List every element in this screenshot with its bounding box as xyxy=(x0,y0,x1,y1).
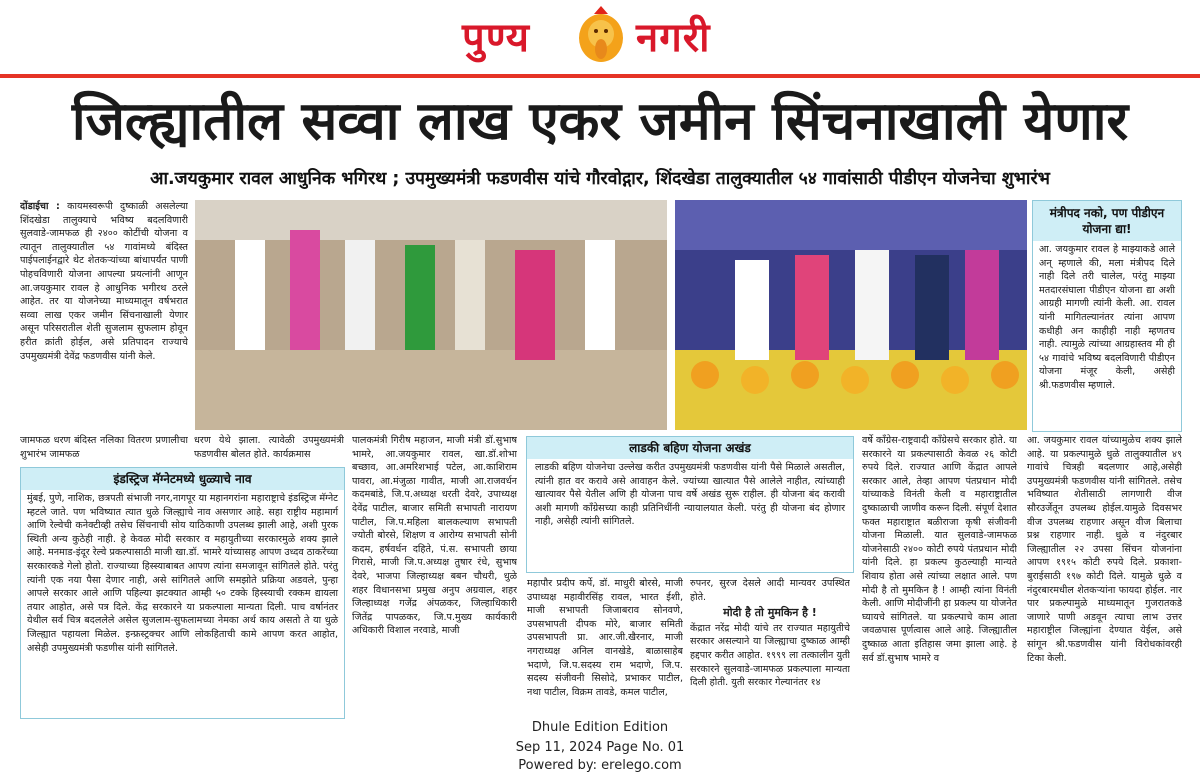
sidebar-box xyxy=(1032,200,1182,432)
ganesha-logo-icon xyxy=(570,4,632,66)
subheadline: आ.जयकुमार रावल आधुनिक भगिरथ ; उपमुख्यमंत्री फडणवीस यांचे गौरवोद्गार, शिंदखेडा तालुक्यातील ५४ गावांसाठी पीडीएन योजनेचा शुभारंभ xyxy=(150,169,1050,189)
dateline: दोंडाईचा : xyxy=(20,201,60,212)
masthead-title-right: नगरी xyxy=(636,15,711,61)
ladki-box-text: लाडकी बहिण योजनेचा उल्लेख करीत उपमुख्यमंत्री फडणवीस यांनी पैसे मिळाले असतील, त्यांनी हात वर करावे असे आवाहन केले. ज्यांच्या खात्यात पैसे आलेले नाहीत, त्यांच्याही खात्यावर पैसे येतील अणि ही योजना पाच वर्षे अखंड सुरू राहील. ही योजना बंद करावी अशी मागणी काँग्रेसच्या काही प्रतिनिधींनी न्यायालयात केली. परंतु ही योजना बंद होणार नाही, असेही त्यांनी सांगितले. xyxy=(535,462,845,528)
modi-story-text: केंद्रात नरेंद्र मोदी यांचे तर राज्यात महायुतीचे सरकार असल्याने या जिल्ह्याचा दुष्काळ आम्ही हद्दपार करीत आहोत. १९९९ ला तत्कालीन युती सरकारने सुलवाडे-जामफळ प्रकल्पाला मान्यता दिली होती. युती सरकार गेल्यानंतर १४ xyxy=(690,622,850,689)
sidebar-box-title: मंत्रीपद नको, पण पीडीएन योजना द्या! xyxy=(1033,201,1181,241)
footer-date-page: Sep 11, 2024 Page No. 01 xyxy=(515,740,685,755)
sidebar-box-text: आ. जयकुमार रावल हे माझ्याकडे आले अन् म्हणाले की, मला मंत्रीपद दिले नाही दिले तरी चालेल, परंतु माझ्या मतदारसंघाला पीडीएन योजना द्या अशी आग्रही मागणी त्यांनी केली. आ. रावल यांनी मागितल्यानंतर त्यांना आपण कधीही अन काहीही नाही म्हणतच नाही. त्यामुळे त्यांच्या आग्रहास्तव मी ही ५४ गावांचे भविष्य बदलविणारी पीडीएन योजना मंजूर केली, असेही श्री.फडणवीस म्हणाले. xyxy=(1039,244,1175,391)
col3-text: पालकमंत्री गिरीष महाजन, माजी मंत्री डॉ.सुभाष भामरे, आ.जयकुमार रावल, खा.डॉ.शोभा बच्छाव, आ.अमरिशभाई पटेल, आ.काशिराम पावरा, आ.मंजुळा गावीत, माजी आ.राजवर्धन कदमबांडे, जि.प.अध्यक्ष धरती देवरे, उपाध्यक्ष देवेंद्र पाटील, बाजार समिती सभापती नारायण पाटील, जि.प.महिला बालकल्याण सभापती ज्योती बोरसे, शिक्षण व आरोग्य सभापती सोनी कदम, हर्षवर्धन दहिते, पं.स. सभापती छाया गिरासे, माजी जि.प.अध्यक्ष तुषार रंधे, सुभाष देवरे, भाजपा जिल्हाध्यक्ष बबन चौधरी, धुळे शहर विधानसभा प्रमुख अनुप अग्रवाल, शहर जिल्हाध्यक्ष गजेंद्र अंपळकर, जिल्हाधिकारी जितेंद्र पापळकर, जि.प.मुख्य कार्यकारी अधिकारी विशाल नरवाडे, माजी xyxy=(352,435,517,637)
industries-box-title: इंडस्ट्रिज मॅग्नेटमध्ये धुळ्याचे नाव xyxy=(21,468,344,490)
headline: जिल्ह्यातील सव्वा लाख एकर जमीन सिंचनाखाली येणार xyxy=(71,91,1129,152)
modi-story-title: मोदी है तो मुमकिन है ! xyxy=(723,606,817,620)
lead-story-continuation: जामफळ धरण बंदिस्त नलिका वितरण प्रणालीचा शुभारंभ जामफळ xyxy=(20,435,188,460)
lead-story-continuation-right: धरण येथे झाला. त्यावेळी उपमुख्यमंत्री फडणवीस बोलत होते. कार्यक्रमास xyxy=(194,435,344,460)
lead-story xyxy=(20,200,188,430)
ladki-box xyxy=(526,436,854,573)
masthead-rule xyxy=(0,74,1200,78)
event-photo xyxy=(195,200,1027,430)
modi-story xyxy=(690,577,850,717)
masthead-title-left: पुण्य xyxy=(462,15,530,61)
col7-text: आ. जयकुमार रावल यांच्यामुळेच शक्य झाले आहे. या प्रकल्पामुळे धुळे तालुक्यातील ४९ गावांचे चित्रही बदलणार आहे,असेही उपमुख्यमंत्री फडणवीस यांनी सांगितले. तसेच भविष्यात शेतीसाठी लागणारी वीज सौरउर्जेतून उपलब्ध होईल.यामुळे दिवसभर वीज उपलब्ध राहणार असून वीज बिलाचा प्रश्न राहणार नाही. धुळे व नंदुरबार जिल्ह्यातील २२ उपसा सिंचन योजनांना आपण १९१५ कोटी रुपये दिले. प्रकाशा-बुराईसाठी १९७ कोटी दिले. यामुळे धुळे व नंदुरबारमधील शेतकऱ्यांना फायदा होईल. नार पार प्रकल्पामुळे माध्यमातून गुजरातकडे जाणारे पाणी अडवून त्याचा लाभ उत्तर महाराष्ट्रील जिल्ह्यांना देण्यात येईल, असे सांगून श्री.फडणवीस यांनी विरोधकांवरही टिका केली. xyxy=(1027,435,1182,664)
col4-text: महापौर प्रदीप कर्पे, डॉ. माधुरी बोरसे, माजी उपाध्यक्ष महावीरसिंह रावल, भारत ईशी, माजी सभापती जिजाबराव सोनवणे, उपसभापती दीपक मोरे, बाजार समिती उपसभापती प्रा. आर.जी.खैरनार, माजी नगराध्यक्ष अनिल वानखेडे, बाळासाहेब भदाणे, जि.प.सदस्य राम भदाणे, जि.प. सदस्य संजीवनी सिसोदे, प्रभाकर पाटील, नथा पाटील, विक्रम तावडे, कमल पाटील, xyxy=(527,578,683,698)
modi-story-lead: रुपनर, सुरज देसले आदी मान्यवर उपस्थित होते. xyxy=(690,578,850,603)
footer-powered: Powered by: erelego.com xyxy=(518,758,682,773)
footer-edition: Dhule Edition Edition xyxy=(531,720,669,735)
industries-box xyxy=(20,467,345,719)
lead-story-text: कायमस्वरूपी दुष्काळी असलेल्या शिंदखेडा तालुक्याचे भविष्य बदलविणारी सुलवाडे-जामफळ ही २४०० कोटींची योजना व त्यातून तालुक्यातील ५४ गावांमध्ये बंदिस्त पाईपलाईनद्वारे थेट शेतकऱ्यांच्या बांधापर्यंत पाणी पोहचविणारी योजना आपल्या प्रयत्नांनी आणून आ.जयकुमार रावल हे आधुनिक भगीरथ ठरले आहेत. तर या योजनेच्या माध्यमातून वर्षभरात सव्वा लाख एकर जमीन सिंचनाखाली येणार असून परिसरातील शेती सुजलाम सुफलाम होवून हरीत क्रांती होईल, असे प्रतिपादन राज्याचे उपमुख्यमंत्री देवेंद्र फडणवीस यांनी केले. xyxy=(20,201,188,362)
col6-text: वर्षे काँग्रेस-राष्ट्रवादी काँग्रेसचे सरकार होते. या सरकारने या प्रकल्पासाठी केवळ २६ कोटी रुपये दिले. राज्यात आणि केंद्रात आपले सरकार आले, तेव्हा आपण पंतप्रधान मोदी यांच्याकडे विनंती केली व महाराष्ट्रातील दुष्काळाची जाणीव करून दिली. संपूर्ण देशात फक्त महाराष्ट्रात बळीराजा कृषी संजीवनी योजना मिळाली. यात सुलवाडे-जामफळ योजनेसाठी २४०० कोटी रुपये पंतप्रधान मोदी यांनी दिले. हा प्रकल्प कुठल्याही मान्यते शिवाय होता असे त्यांच्या लक्षात आले. पण मोदी है तो मुमकिन है ! आम्ही त्यांना विनंती केली. आणि मोदीजींनी हा प्रकल्प या योजनेत घ्यायचे सांगितले. या प्रकल्पाचे काम आता जवळपास पूर्णत्वास आले आहे. जिल्ह्यातील दुष्काळ आता इतिहास जमा झाला आहे. हे सर्व डॉ.सुभाष भामरे व xyxy=(862,435,1017,664)
ladki-box-title: लाडकी बहिण योजना अखंड xyxy=(527,437,853,459)
industries-box-text: मुंबई, पुणे, नाशिक, छत्रपती संभाजी नगर,नागपूर या महानगरांना महाराष्ट्राचे इंडस्ट्रिज मॅग्नेट म्हटले जाते. पण भविष्यात त्यात धुळे जिल्ह्याचे नाव असणार आहे. सहा राष्ट्रीय महामार्ग आणि रेल्वेची कनेक्टीव्ही तसेच सिंचनाची सोय याठिकाणी उपलब्ध झाली आहे, अशी पुरक स्थिती अन्य कुठेही नाही. हे केवळ मोदी सरकार व महायुतीच्या सरकारमुळे शक्य झाले आहे. मनमाड-इंदूर रेल्वे प्रकल्पासाठी माजी खा.डॉ. भामरे यांच्यासह आपण उध्दव ठाकरेंच्या सरकारकडे गेलो होतो. राज्याच्या हिस्स्याबाबत आपण त्यांना समजावून सांगितले होते. परंतु त्यांनी एक नया पैसा देणार नाही, असे सांगितले आणि समझोते प्रक्रिया अडवले, पुन्हा आपले सरकार आले आणि पहिल्या झटक्यात आम्ही ५० टक्के हिस्स्याची रक्कम द्यायला तयार आहोत, असे पत्र दिले. केंद्र सरकारने या प्रकल्पाला मान्यता दिली. पाच वर्षानंतर येथील सर्व चित्र बदललेले असेल सुजलाम-सुफलामच्या नेमका अर्थ काय असतो ते या धुळे जिल्ह्यात पहायला मिळेल. इन्फ्रस्ट्रक्चर आणि लोकहिताची कामे आपण करत आहोत, असेही उपमुख्यमंत्री फडणीस यांनी सांगितले. xyxy=(27,493,338,654)
